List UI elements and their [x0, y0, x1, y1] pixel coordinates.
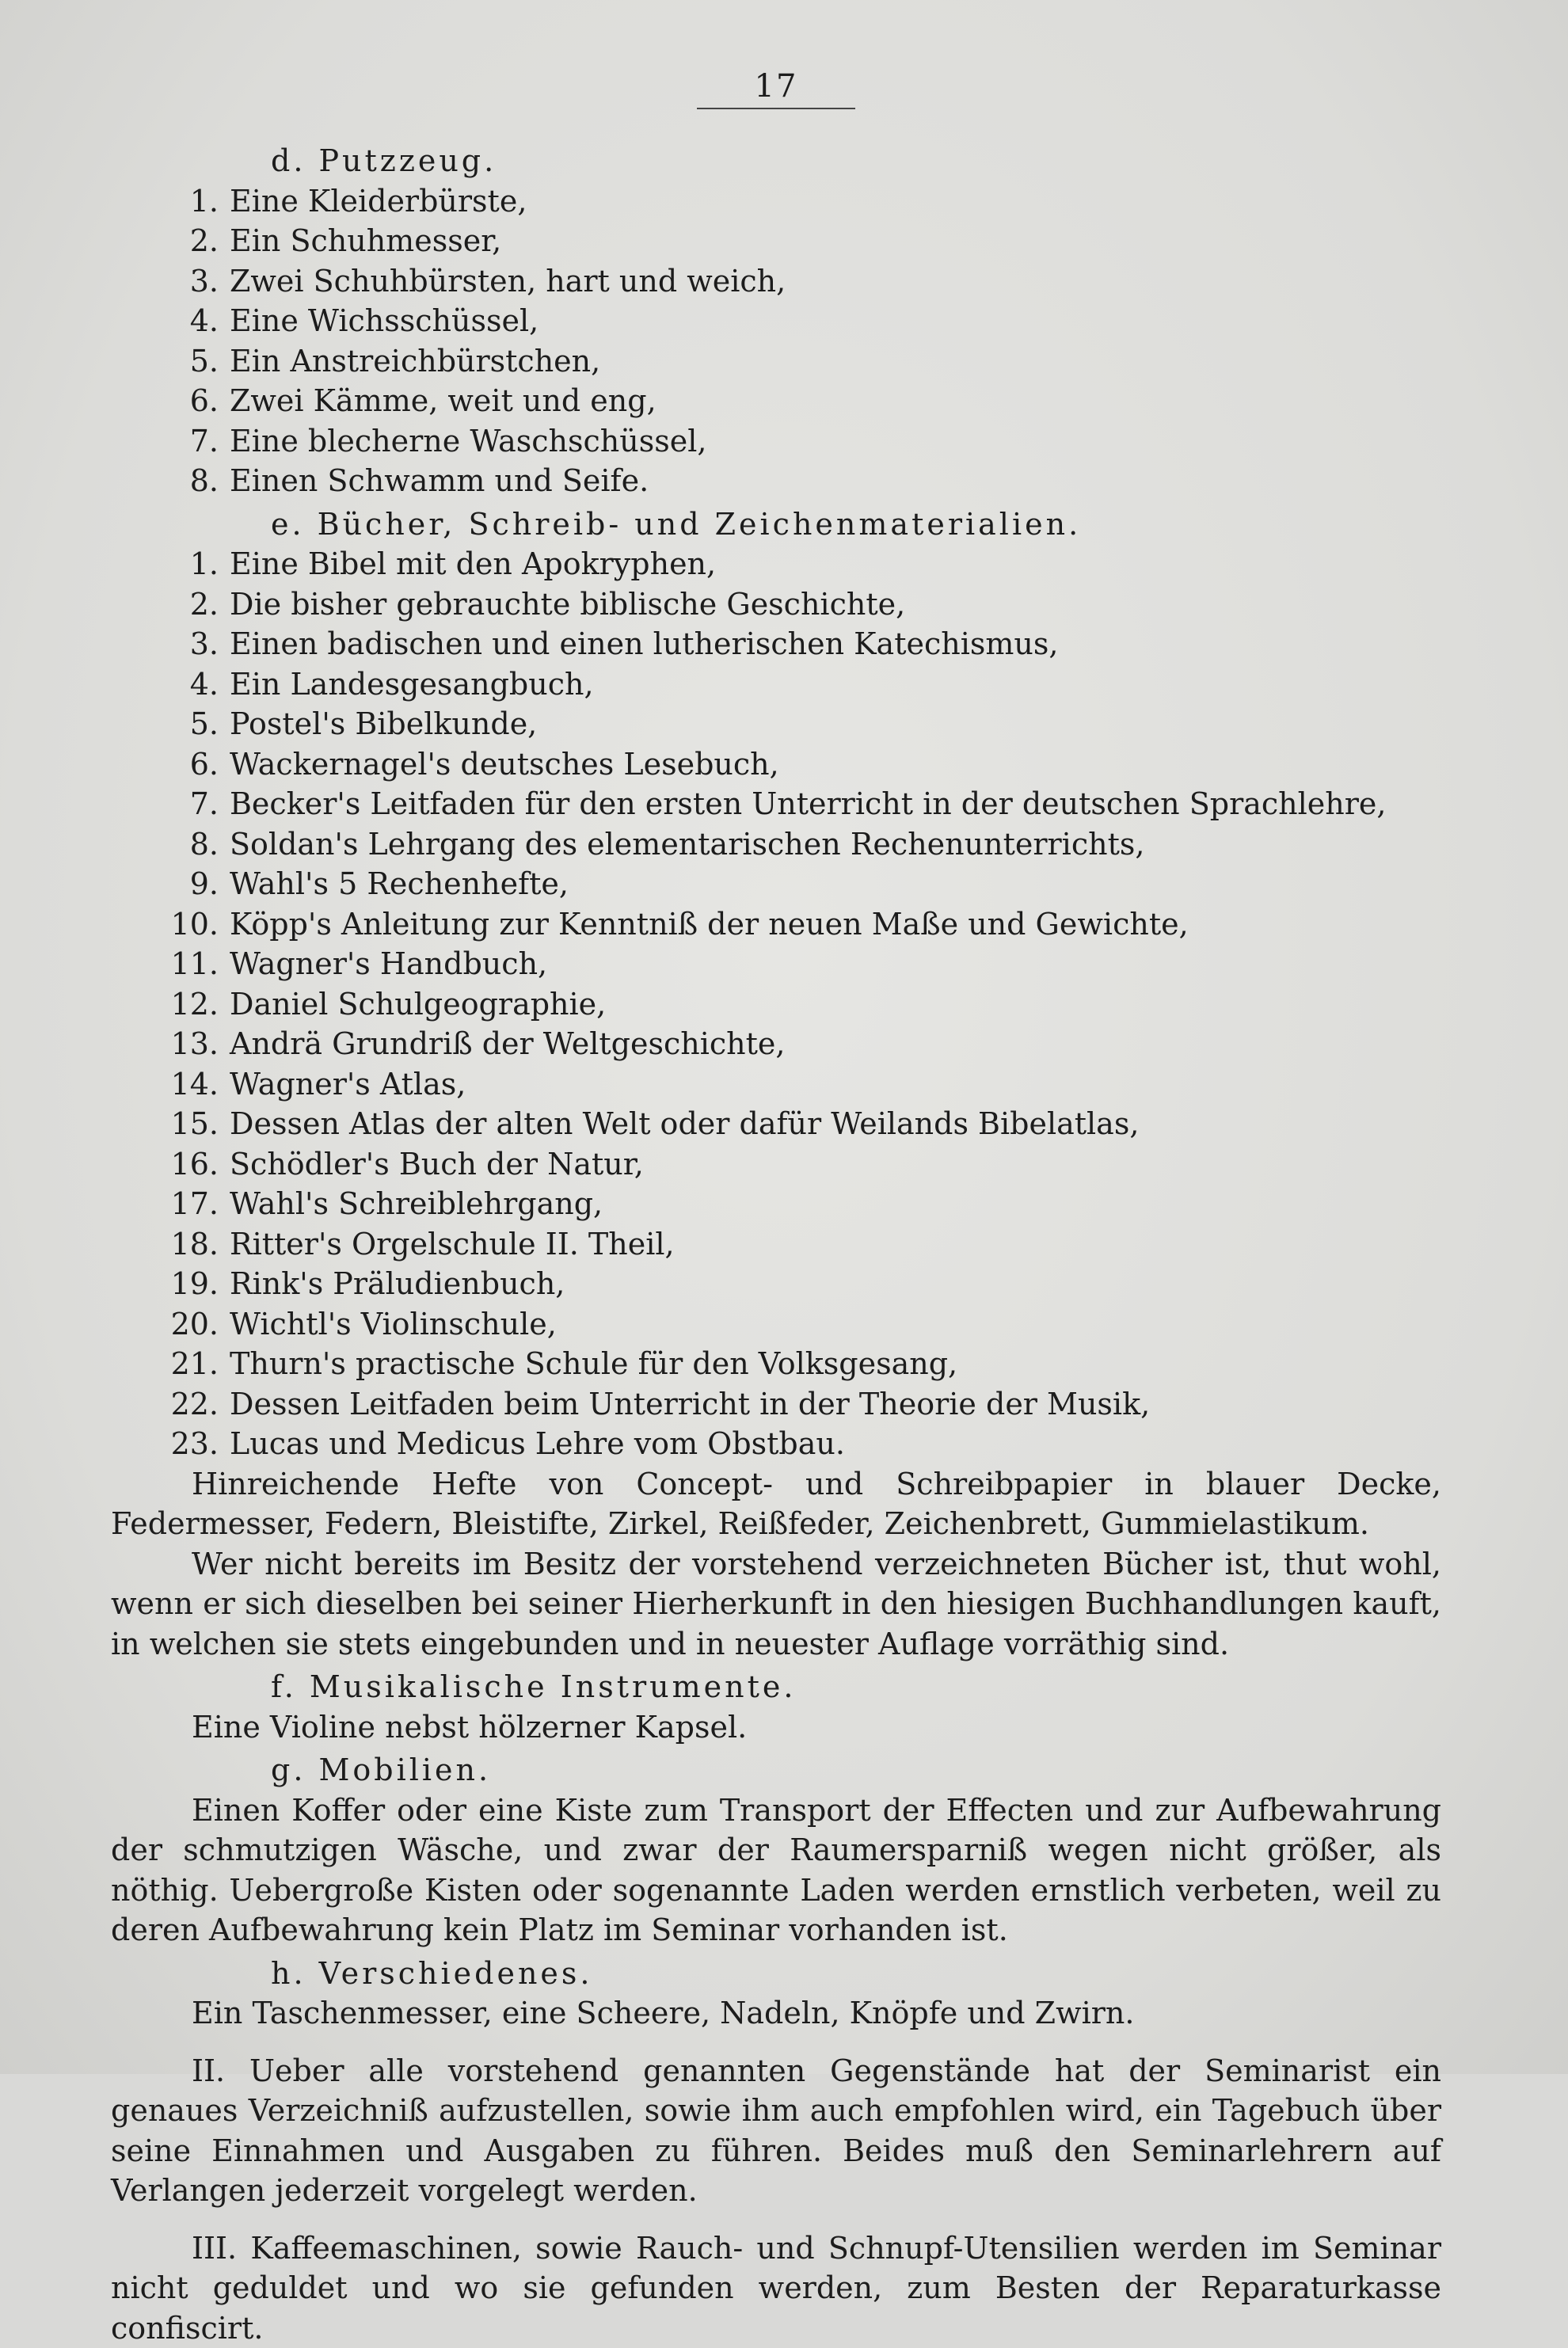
- list-buecher: [111, 544, 1441, 1464]
- list-item: [111, 381, 1441, 421]
- list-item-text: Andrä Grundriß der Weltgeschichte,: [230, 1024, 1441, 1064]
- section-heading-g: g. Mobilien.: [111, 1750, 1441, 1790]
- list-item-number: 16.: [111, 1144, 230, 1185]
- list-item: [111, 944, 1441, 984]
- list-item: [111, 664, 1441, 705]
- list-item: [111, 1344, 1441, 1384]
- list-item-number: 22.: [111, 1384, 230, 1425]
- list-item: [111, 181, 1441, 222]
- section-heading-d: d. Putzzeug.: [111, 141, 1441, 181]
- list-item-text: Eine blecherne Waschschüssel,: [230, 421, 1441, 462]
- list-item-number: 1.: [111, 181, 230, 222]
- list-item: [111, 341, 1441, 382]
- list-item-text: Ein Schuhmesser,: [230, 221, 1441, 261]
- list-item-text: Wackernagel's deutsches Lesebuch,: [230, 744, 1441, 785]
- list-item: [111, 984, 1441, 1025]
- list-item: [111, 461, 1441, 501]
- list-item-number: 8.: [111, 824, 230, 865]
- list-item-text: Thurn's practische Schule für den Volksgesang,: [230, 1344, 1441, 1384]
- list-item-text: Wahl's Schreiblehrgang,: [230, 1184, 1441, 1224]
- list-item-text: Ein Anstreichbürstchen,: [230, 341, 1441, 382]
- list-item-text: Wagner's Atlas,: [230, 1064, 1441, 1105]
- list-item: [111, 1184, 1441, 1224]
- paragraph-mobilien: Einen Koffer oder eine Kiste zum Transport der Effecten und zur Aufbewahrung der schmutzigen Wäsche, und zwar der Raumersparniß wegen nicht größer, als nöthig. Uebergroße Kisten oder sogenannte Laden werden ernstlich verbeten, weil zu deren Aufbewahrung kein Platz im Seminar vorhanden ist.: [111, 1790, 1441, 1950]
- section-heading-f: f. Musikalische Instrumente.: [111, 1667, 1441, 1707]
- list-item-number: 21.: [111, 1344, 230, 1384]
- list-item: [111, 261, 1441, 302]
- list-item-number: 14.: [111, 1064, 230, 1105]
- list-item-number: 4.: [111, 664, 230, 705]
- list-item: [111, 1304, 1441, 1345]
- list-item: [111, 1024, 1441, 1064]
- list-item-number: 13.: [111, 1024, 230, 1064]
- page-content: [111, 141, 1441, 2348]
- list-item-text: Eine Wichsschüssel,: [230, 301, 1441, 341]
- list-item-number: 9.: [111, 864, 230, 904]
- paragraph-II: II. Ueber alle vorstehend genannten Gegenstände hat der Seminarist ein genaues Verzeichniß aufzustellen, sowie ihm auch empfohlen wird, ein Tagebuch über seine Einnahmen und Ausgaben zu führen. Beides muß den Seminarlehrern auf Verlangen jederzeit vorgelegt werden.: [111, 2051, 1441, 2211]
- list-item-text: Ritter's Orgelschule II. Theil,: [230, 1224, 1441, 1265]
- list-item-number: 11.: [111, 944, 230, 984]
- list-item-text: Die bisher gebrauchte biblische Geschichte,: [230, 584, 1441, 625]
- list-item-number: 3.: [111, 261, 230, 302]
- list-item: [111, 221, 1441, 261]
- list-item-text: Köpp's Anleitung zur Kenntniß der neuen Maße und Gewichte,: [230, 904, 1441, 945]
- list-item: [111, 1424, 1441, 1464]
- list-item-number: 20.: [111, 1304, 230, 1345]
- list-item: [111, 301, 1441, 341]
- list-item-number: 7.: [111, 784, 230, 824]
- list-item: [111, 864, 1441, 904]
- paragraph-III: III. Kaffeemaschinen, sowie Rauch- und Schnupf-Utensilien werden im Seminar nicht geduldet und wo sie gefunden werden, zum Besten der Reparaturkasse confiscirt.: [111, 2228, 1441, 2348]
- list-item-text: Zwei Kämme, weit und eng,: [230, 381, 1441, 421]
- list-item-number: 7.: [111, 421, 230, 462]
- page-number-rule: [697, 108, 855, 109]
- list-item-text: Schödler's Buch der Natur,: [230, 1144, 1441, 1185]
- list-item-number: 19.: [111, 1264, 230, 1304]
- list-item-text: Wagner's Handbuch,: [230, 944, 1441, 984]
- list-item-number: 1.: [111, 544, 230, 584]
- list-item: [111, 1264, 1441, 1304]
- list-item: [111, 744, 1441, 785]
- list-item-text: Becker's Leitfaden für den ersten Unterricht in der deutschen Sprachlehre,: [230, 784, 1441, 824]
- list-item-number: 6.: [111, 381, 230, 421]
- list-item: [111, 1224, 1441, 1265]
- list-item: [111, 624, 1441, 664]
- list-putzzeug: [111, 181, 1441, 501]
- paragraph-violine: Eine Violine nebst hölzerner Kapsel.: [111, 1707, 1441, 1748]
- list-item: [111, 421, 1441, 462]
- list-item-text: Dessen Atlas der alten Welt oder dafür Weilands Bibelatlas,: [230, 1104, 1441, 1144]
- list-item-number: 23.: [111, 1424, 230, 1464]
- list-item-number: 8.: [111, 461, 230, 501]
- paragraph-buecher-kauf: Wer nicht bereits im Besitz der vorstehend verzeichneten Bücher ist, thut wohl, wenn er sich dieselben bei seiner Hierherkunft in den hiesigen Buchhandlungen kauft, in welchen sie stets eingebunden und in neuester Auflage vorräthig sind.: [111, 1544, 1441, 1665]
- list-item-text: Zwei Schuhbürsten, hart und weich,: [230, 261, 1441, 302]
- list-item-number: 6.: [111, 744, 230, 785]
- list-item-number: 3.: [111, 624, 230, 664]
- list-item: [111, 1104, 1441, 1144]
- list-item-text: Soldan's Lehrgang des elementarischen Rechenunterrichts,: [230, 824, 1441, 865]
- list-item-number: 17.: [111, 1184, 230, 1224]
- list-item-text: Daniel Schulgeographie,: [230, 984, 1441, 1025]
- list-item-text: Wichtl's Violinschule,: [230, 1304, 1441, 1345]
- paragraph-hefte: Hinreichende Hefte von Concept- und Schreibpapier in blauer Decke, Federmesser, Federn, Bleistifte, Zirkel, Reißfeder, Zeichenbrett, Gummielastikum.: [111, 1464, 1441, 1544]
- list-item-text: Eine Bibel mit den Apokryphen,: [230, 544, 1441, 584]
- list-item-number: 2.: [111, 584, 230, 625]
- list-item-number: 12.: [111, 984, 230, 1025]
- list-item: [111, 544, 1441, 584]
- list-item-number: 5.: [111, 341, 230, 382]
- list-item-number: 15.: [111, 1104, 230, 1144]
- list-item-text: Eine Kleiderbürste,: [230, 181, 1441, 222]
- list-item-text: Ein Landesgesangbuch,: [230, 664, 1441, 705]
- page-number: 17: [0, 68, 1552, 105]
- list-item-number: 5.: [111, 704, 230, 744]
- list-item-text: Einen Schwamm und Seife.: [230, 461, 1441, 501]
- list-item-text: Lucas und Medicus Lehre vom Obstbau.: [230, 1424, 1441, 1464]
- list-item: [111, 824, 1441, 865]
- section-heading-h: h. Verschiedenes.: [111, 1954, 1441, 1994]
- list-item-text: Wahl's 5 Rechenhefte,: [230, 864, 1441, 904]
- list-item-number: 4.: [111, 301, 230, 341]
- list-item-number: 10.: [111, 904, 230, 945]
- list-item: [111, 704, 1441, 744]
- list-item-text: Einen badischen und einen lutherischen Katechismus,: [230, 624, 1441, 664]
- list-item-text: Postel's Bibelkunde,: [230, 704, 1441, 744]
- list-item: [111, 584, 1441, 625]
- list-item: [111, 1064, 1441, 1105]
- list-item: [111, 1384, 1441, 1425]
- list-item-number: 2.: [111, 221, 230, 261]
- list-item-text: Rink's Präludienbuch,: [230, 1264, 1441, 1304]
- list-item-number: 18.: [111, 1224, 230, 1265]
- list-item: [111, 1144, 1441, 1185]
- list-item-text: Dessen Leitfaden beim Unterricht in der Theorie der Musik,: [230, 1384, 1441, 1425]
- list-item: [111, 784, 1441, 824]
- list-item: [111, 904, 1441, 945]
- paragraph-verschiedenes: Ein Taschenmesser, eine Scheere, Nadeln, Knöpfe und Zwirn.: [111, 1993, 1441, 2034]
- section-heading-e: e. Bücher, Schreib- und Zeichenmaterialien.: [111, 504, 1441, 545]
